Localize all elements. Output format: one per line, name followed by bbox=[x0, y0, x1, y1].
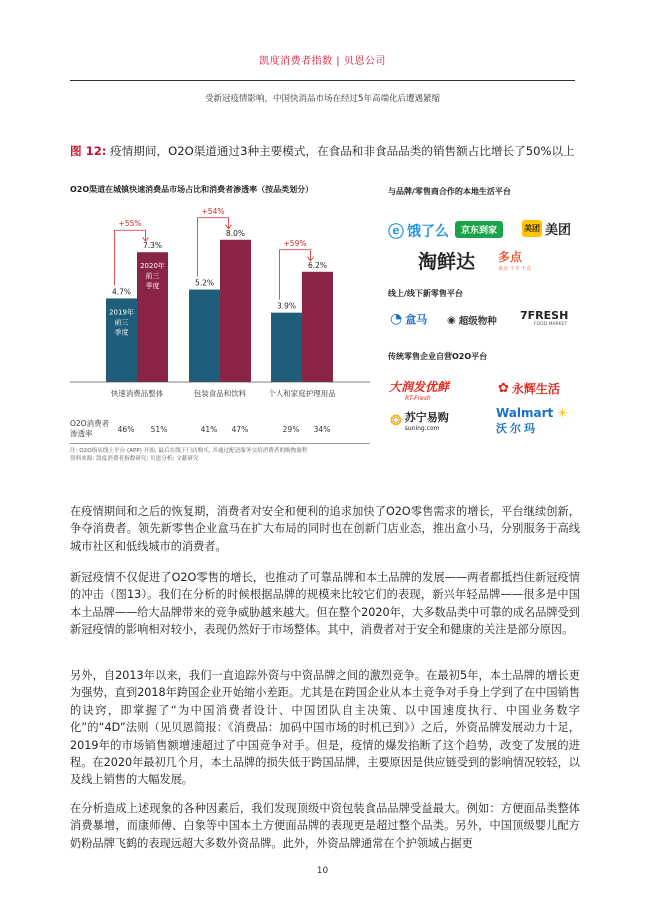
jd-daojia-badge: 京东到家 bbox=[455, 221, 503, 238]
logo-suning bbox=[390, 409, 449, 432]
logo-eleme bbox=[388, 219, 449, 242]
logo-text: 7FRESH bbox=[520, 309, 569, 322]
bar-value-label: 5.2% bbox=[194, 278, 215, 288]
bar-value-label: 8.0% bbox=[225, 228, 246, 238]
suning-lion-icon: ❂ bbox=[390, 412, 402, 429]
figure-title-text: 疫情期间，O2O渠道通过3种主要模式，在食品和非食品品类的销售额占比增长了50%以上 bbox=[110, 144, 575, 158]
logo-taoxianda bbox=[418, 247, 475, 274]
walmart-en: Walmart bbox=[496, 406, 554, 420]
chaojiwuzhong-icon: ◉ bbox=[447, 314, 456, 326]
logo-subtext: 沃尔玛 bbox=[496, 422, 538, 435]
page-number: 10 bbox=[316, 866, 329, 876]
bar bbox=[189, 290, 220, 382]
logo-subtext: suning.com bbox=[404, 425, 440, 432]
eleme-icon: ⓔ bbox=[388, 222, 405, 241]
logo-text: 美团 bbox=[545, 223, 572, 238]
report-subtitle: 受新冠疫情影响，中国快消品市场在经过5年高端化后遭遇紧缩 bbox=[205, 94, 440, 104]
logo-hema bbox=[390, 311, 427, 327]
bar-value-label: 6.2% bbox=[307, 260, 328, 270]
source-line: 资料来源: 凯度消费者指数研究; 贝恩分析; 文献研究 bbox=[70, 456, 199, 462]
suning-text-group bbox=[405, 409, 449, 432]
category-label: 个人和家庭护理用品 bbox=[268, 389, 336, 398]
bar-value-label: 3.9% bbox=[276, 301, 297, 311]
table-divider bbox=[70, 443, 370, 444]
chart-title: O2O渠道在城镇快速消费品市场占比和消费者渗透率（按品类划分） bbox=[70, 185, 314, 194]
logo-subtext: FOOD MARKET bbox=[534, 322, 568, 327]
series-legend-label: 2019年 bbox=[109, 308, 134, 317]
bar bbox=[220, 240, 251, 382]
logo-subtext: RT-Fresh bbox=[405, 395, 431, 402]
logo-text: 多点 bbox=[498, 250, 523, 264]
penetration-label-line1: O2O消费者 bbox=[70, 419, 110, 428]
yonghui-icon: ✿ bbox=[498, 381, 509, 396]
category-label: 快速消费品整体 bbox=[110, 389, 164, 398]
body-paragraph: 新冠疫情不仅促进了O2O零售的增长，也推动了可靠品牌和本土品牌的发展——两者都抵挡住新冠疫情的冲击（图13）。我们在分析的时候根据品牌的规模来比较它们的表现，新兴年轻品牌——很多是中国本土品牌——给大品牌带来的竞争威胁越来越大。但在整个2020年，大多数品类中可靠的成名品牌受到新冠疫情的影响相对较小，表现仍然好于市场整体。其中，消费者对于安全和健康的关注是部分原因。 bbox=[70, 571, 580, 637]
growth-label: +54% bbox=[201, 206, 225, 216]
bar-value-label: 7.3% bbox=[142, 241, 163, 251]
walmart-spark-icon: ✳ bbox=[553, 406, 568, 420]
growth-label: +59% bbox=[283, 238, 307, 248]
category-label: 包装食品和饮料 bbox=[193, 389, 247, 398]
figure-notes bbox=[70, 447, 390, 463]
penetration-value: 46% bbox=[117, 425, 135, 434]
logo-text: 永辉生活 bbox=[511, 382, 560, 396]
meituan-icon: 美团 bbox=[522, 220, 542, 237]
body-paragraph: 另外，自2013年以来，我们一直追踪外资与中资品牌之间的激烈竞争。在最初5年，本土品牌的增长更为强势，直到2018年跨国企业开始缩小差距。尤其是在跨国企业从本土竞争对手身上学到了在中国销售的诀窍，即掌握了“为中国消费者设计、中国团队自主决策、以中国速度执行、中国业务数字化”的“4D”法则（见贝恩简报：《消费品：加码中国市场的时机已到》）之后，外资品牌发展动力十足，2019年的市场销售额增速超过了中国竞争对手。但是，疫情的爆发掐断了这个趋势，改变了发展的进程。在2020年最初几个月，本土品牌的损失低于跨国品牌，主要原因是供应链受到的影响情况较轻，以及线上销售的大幅发展。 bbox=[70, 669, 580, 787]
penetration-row bbox=[70, 417, 370, 445]
penetration-value: 29% bbox=[282, 425, 300, 434]
series-legend-label: 季度 bbox=[145, 282, 160, 291]
growth-label: +55% bbox=[118, 219, 142, 229]
bar bbox=[302, 272, 333, 382]
logo-duodian bbox=[498, 248, 531, 272]
logo-text: 饿了么 bbox=[407, 223, 450, 240]
section-traditional-retail-o2o bbox=[388, 351, 588, 362]
bar bbox=[271, 313, 302, 382]
logo-subtext: 多点 千平 千点 bbox=[498, 266, 532, 272]
figure-number: 图 12: bbox=[70, 144, 107, 158]
logo-jd-daojia bbox=[455, 221, 503, 238]
series-legend-label: 季度 bbox=[114, 328, 129, 337]
body-paragraph: 在疫情期间和之后的恢复期，消费者对安全和便利的追求加快了O2O零售需求的增长，平台继续创新，争夺消费者。领先新零售企业盒马在扩大布局的同时也在创新门店业态，推出盒小马，分别服务于高线城市社区和低线城市的消费者。 bbox=[70, 505, 580, 553]
penetration-table bbox=[70, 417, 370, 445]
section-title: 线上/线下新零售平台 bbox=[388, 289, 463, 298]
section-new-retail-platforms bbox=[388, 288, 588, 299]
penetration-value: 34% bbox=[313, 425, 331, 434]
section-title: 与品牌/零售商合作的本地生活平台 bbox=[388, 187, 511, 196]
logo-text bbox=[496, 406, 568, 420]
series-legend-label: 2020年 bbox=[140, 262, 165, 271]
logo-rt-mart bbox=[389, 378, 449, 402]
penetration-value: 51% bbox=[150, 425, 168, 434]
logo-text: 超级物种 bbox=[458, 316, 497, 327]
hema-icon: ◔ bbox=[390, 311, 403, 327]
penetration-label-line2: 渗透率 bbox=[70, 429, 93, 438]
section-title: 传统零售企业自营O2O平台 bbox=[388, 352, 488, 361]
logo-meituan bbox=[522, 219, 571, 238]
section-local-life-platforms bbox=[388, 186, 588, 197]
body-paragraph: 在分析造成上述现象的各种因素后，我们发现顶级中资包装食品品牌受益最大。例如：方便面品类整体消费暴增，而康师傅、白象等中国本土方便面品牌的表现更是超过整个品类。另外，中国顶级婴儿配方奶粉品牌飞鹤的表现远超大多数外资品牌。此外，外资品牌通常在个护领域占据更 bbox=[70, 802, 580, 850]
logo-text: 淘鲜达 bbox=[418, 251, 476, 273]
note-line: 注: O2O指从线上平台 (APP) 开始, 最后在线下门店购买, 并通过配送服务交给消费者的购物旅程 bbox=[70, 448, 308, 454]
report-brand: 凯度消费者指数 | 贝恩公司 bbox=[259, 56, 386, 67]
logo-7fresh bbox=[520, 309, 568, 327]
penetration-value: 47% bbox=[231, 425, 249, 434]
logo-walmart bbox=[496, 406, 568, 436]
penetration-value: 41% bbox=[200, 425, 218, 434]
logo-yonghui bbox=[498, 380, 560, 397]
logo-text: 大润发优鲜 bbox=[389, 380, 450, 394]
bar-value-label: 4.7% bbox=[111, 287, 132, 297]
series-legend-label: 前三 bbox=[114, 318, 129, 327]
logo-chaojiwuzhong bbox=[447, 313, 497, 327]
logo-text: 苏宁易购 bbox=[404, 411, 449, 424]
series-legend-label: 前三 bbox=[145, 272, 160, 281]
header-divider bbox=[70, 80, 575, 81]
figure-title bbox=[70, 143, 580, 159]
logo-text: 盒马 bbox=[405, 313, 428, 326]
o2o-share-bar-chart bbox=[70, 196, 370, 406]
